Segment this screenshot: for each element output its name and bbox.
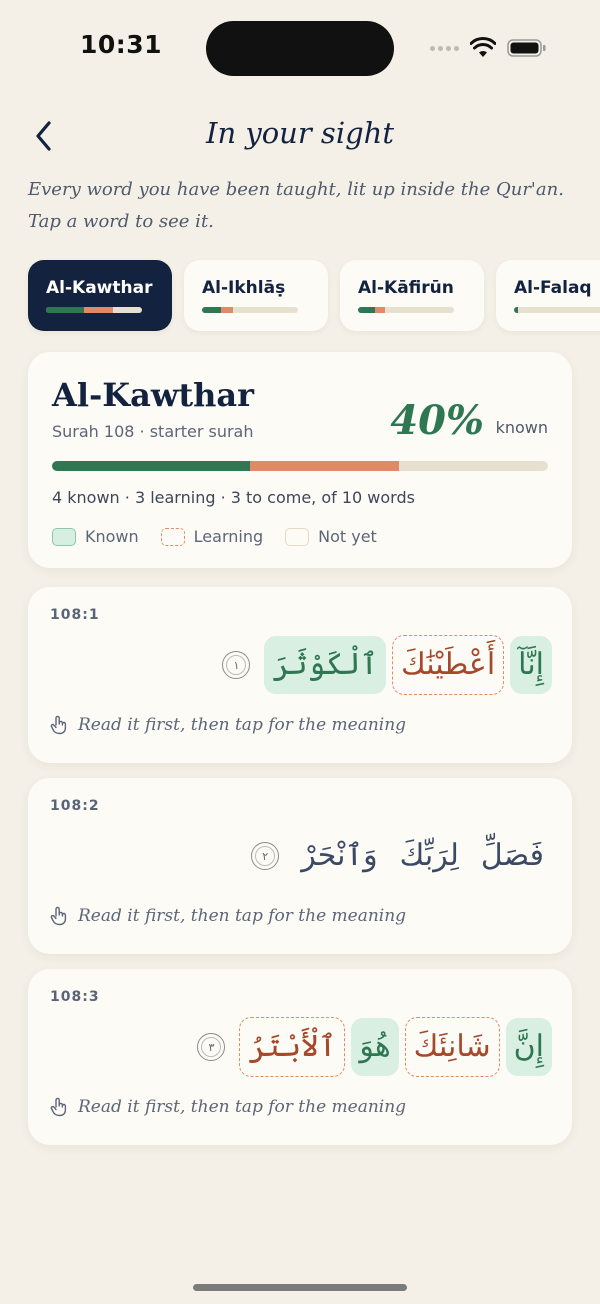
verse-hint-text: Read it first, then tap for the meaning [78, 715, 407, 735]
tap-hand-icon [50, 1097, 68, 1117]
verse-word[interactable]: أَعْطَيْنَٰكَ [392, 635, 504, 695]
tab-progress-known [46, 307, 84, 313]
tab-label: Al-Kawthar [46, 278, 153, 298]
verse-reference: 108:2 [50, 798, 100, 814]
legend-not-yet-swatch [285, 528, 309, 546]
verse-end-marker-icon: ٣ [197, 1033, 225, 1061]
tab-al-ikhlas[interactable] [184, 260, 328, 331]
status-bar [0, 0, 600, 96]
verse-word[interactable]: لِرَبِّكَ [399, 838, 459, 873]
verse-hint [50, 906, 406, 926]
tab-label: Al-Kāfirūn [358, 278, 454, 298]
verse-word[interactable]: هُوَ [351, 1018, 398, 1076]
verse-word[interactable]: إِنَّآ [510, 636, 552, 694]
surah-meta: Surah 108 · starter surah [52, 422, 254, 441]
verse-word[interactable]: وَٱنْحَرْ [301, 838, 378, 873]
legend-known-swatch [52, 528, 76, 546]
verse-card [28, 778, 572, 954]
tab-al-falaq[interactable] [496, 260, 600, 331]
tab-progress-learning [84, 307, 113, 313]
tab-label: Al-Falaq [514, 278, 592, 298]
legend-not-yet-label: Not yet [318, 527, 377, 546]
surah-name: Al-Kawthar [52, 376, 254, 414]
dynamic-island [206, 21, 394, 76]
cellular-signal-icon [430, 46, 459, 51]
verse-hint-text: Read it first, then tap for the meaning [78, 1097, 407, 1117]
tab-progress-bar [46, 307, 142, 313]
legend-learning [161, 527, 263, 546]
verse-reference: 108:1 [50, 607, 100, 623]
tab-progress-learning [375, 307, 385, 313]
status-time: 10:31 [80, 30, 163, 59]
surah-summary-card [28, 352, 572, 568]
verse-hint [50, 715, 406, 735]
progress-learning-segment [250, 461, 399, 471]
legend-not-yet [285, 527, 377, 546]
verse-card [28, 969, 572, 1145]
legend-known-label: Known [85, 527, 139, 546]
progress-known-segment [52, 461, 250, 471]
verse-end-marker-icon: ١ [222, 651, 250, 679]
wifi-icon [470, 37, 496, 59]
verse-words [197, 1013, 552, 1081]
verse-card [28, 587, 572, 763]
surah-progress-bar [52, 461, 548, 471]
page-title: In your sight [205, 116, 394, 150]
verse-word[interactable]: شَانِئَكَ [405, 1017, 500, 1077]
surah-tabs [28, 260, 600, 331]
battery-icon [507, 38, 547, 58]
page-subtitle [28, 174, 578, 238]
verse-reference: 108:3 [50, 989, 100, 1005]
tab-progress-known [358, 307, 375, 313]
tab-progress-learning [221, 307, 233, 313]
word-counts: 4 known · 3 learning · 3 to come, of 10 words [52, 488, 415, 507]
known-percent: 40% [390, 397, 484, 444]
tab-progress-known [514, 307, 518, 313]
tab-label: Al-Ikhlāṣ [202, 278, 286, 298]
legend-learning-label: Learning [193, 527, 264, 546]
verse-words [251, 822, 552, 890]
verse-word[interactable]: إِنَّ [506, 1018, 552, 1076]
home-indicator[interactable] [193, 1284, 407, 1291]
verse-end-marker-icon: ٢ [251, 842, 279, 870]
legend-known [52, 527, 139, 546]
tap-hand-icon [50, 906, 68, 926]
legend [52, 527, 399, 546]
verse-word[interactable]: ٱلْأَبْتَرُ [239, 1017, 345, 1077]
verse-word[interactable]: ٱلْكَوْثَرَ [264, 636, 385, 694]
verse-hint-text: Read it first, then tap for the meaning [78, 906, 407, 926]
tab-al-kawthar[interactable] [28, 260, 172, 331]
tap-hand-icon [50, 715, 68, 735]
subtitle-line-1: Every word you have been taught, lit up inside the Qur'an. [28, 179, 564, 200]
tab-al-kafirun[interactable] [340, 260, 484, 331]
subtitle-line-2: Tap a word to see it. [28, 211, 214, 232]
verse-hint [50, 1097, 406, 1117]
verse-words [222, 631, 552, 699]
known-percent-label: known [495, 418, 548, 437]
tab-progress-bar [514, 307, 600, 313]
tab-progress-known [202, 307, 221, 313]
verse-word[interactable]: فَصَلِّ [480, 838, 544, 873]
tab-progress-bar [202, 307, 298, 313]
tab-progress-bar [358, 307, 454, 313]
legend-learning-swatch [161, 528, 185, 546]
